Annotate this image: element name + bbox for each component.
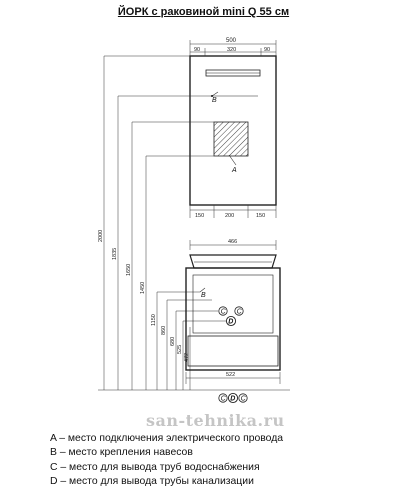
height-1835-label: 1835 [112, 247, 118, 260]
mirror-marker-b [211, 92, 218, 104]
mirror-width-label: 500 [226, 38, 237, 44]
vanity-marker-c1-label: C [220, 308, 226, 316]
vanity-drawer [188, 336, 278, 366]
vanity-marker-b [200, 288, 206, 299]
height-680-label: 680 [170, 336, 176, 346]
floor-marker-c-right-label: C [240, 395, 246, 403]
vanity-marker-d [226, 316, 235, 325]
mirror-top-center-label: 320 [227, 47, 237, 53]
height-525-label: 525 [177, 344, 183, 354]
mirror-cabinet [190, 56, 276, 205]
height-1450-label: 1450 [140, 281, 146, 294]
height-472-label: 472 [184, 352, 190, 362]
height-1650-label: 1650 [126, 263, 132, 276]
legend-item-b: B – место крепления навесов [50, 447, 193, 459]
floor-marker-d [228, 393, 237, 402]
vanity-top-width-label: 466 [228, 239, 238, 245]
vanity-marker-c2-label: C [236, 308, 242, 316]
floor-marker-c-left [219, 394, 227, 403]
mirror-top-right-label: 90 [264, 47, 271, 53]
floor-marker-c-right [239, 394, 247, 403]
drawing-title: ЙОРК с раковиной mini Q 55 см [117, 6, 290, 18]
mirror-marker-b-label: B [212, 97, 217, 104]
height-860-label: 860 [161, 325, 167, 335]
legend-item-a: A – место подключения электрического провода [50, 433, 284, 444]
legend-item-c: C – место для вывода труб водоснабжения [50, 461, 260, 473]
height-dimension-lines [98, 56, 290, 390]
height-1150-label: 1150 [151, 314, 157, 326]
vanity-marker-c2 [235, 307, 243, 316]
mirror-bottom-right-label: 150 [256, 213, 266, 219]
mirror-bottom-center-label: 200 [225, 213, 235, 219]
mirror-top-left-label: 90 [194, 47, 201, 53]
electrical-zone-hatch [214, 122, 248, 156]
floor-marker-d-label: D [230, 395, 236, 403]
legend [50, 432, 283, 489]
mirror-bottom-left-label: 150 [195, 213, 205, 219]
mirror-marker-a-label: A [232, 167, 237, 174]
vanity-marker-c1 [219, 307, 227, 316]
floor-marker-c-left-label: C [220, 395, 226, 403]
mirror-marker-a [229, 155, 237, 174]
sink-outline [190, 255, 276, 268]
watermark: san-tehnika.ru [146, 411, 285, 430]
vanity-marker-b-label: B [201, 292, 206, 299]
legend-item-d: D – место для вывода трубы канализации [50, 475, 254, 487]
vanity-marker-d-label: D [228, 318, 234, 326]
height-2000-label: 2000 [98, 229, 104, 242]
vanity-bottom-width-label: 522 [226, 372, 236, 378]
vanity-cabinet [186, 255, 280, 370]
